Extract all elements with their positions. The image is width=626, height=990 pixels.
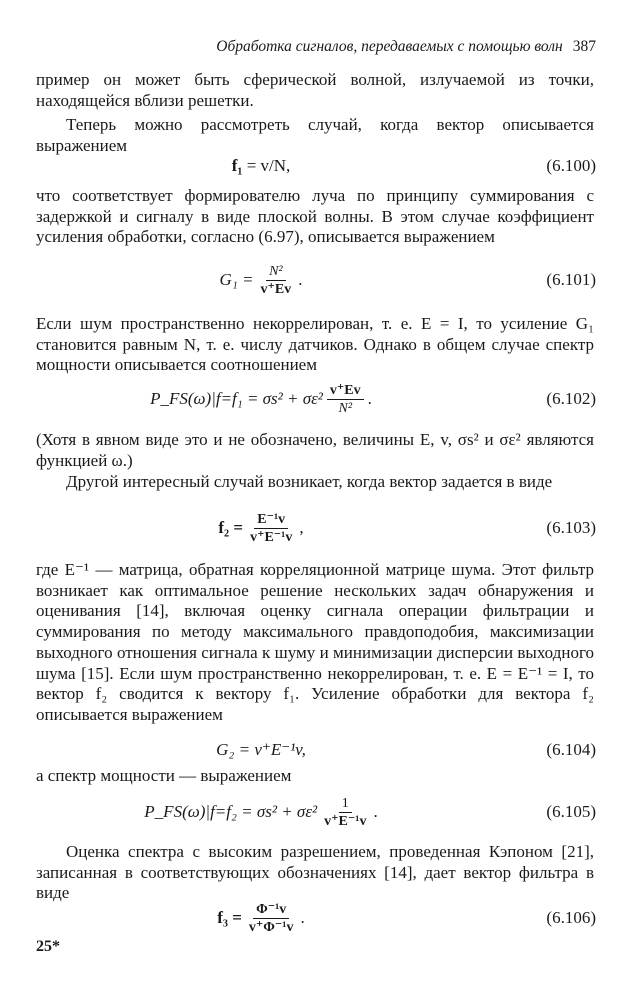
eq-6-101-denominator: v⁺Ev <box>260 281 292 297</box>
paragraph-power-spectrum: а спектр мощности — выражением <box>36 766 292 785</box>
eq-6-105-denominator: v⁺E⁻¹v <box>324 813 367 829</box>
paragraph-beamformer: что соответствует формирователю луча по принципу суммирования с задержкой и сигналу в виде плоской волны. В этом случае коэффициент усиления обработки, согласно (6.97), описывается выражением <box>36 186 594 247</box>
eq-6-103-denominator: v⁺E⁻¹v <box>250 529 293 545</box>
eq-6-104-number: (6.104) <box>546 740 596 759</box>
eq-6-105-numerator: 1 <box>339 796 352 813</box>
eq-6-105-fraction <box>321 796 369 829</box>
eq-6-102-tail: . <box>367 389 372 408</box>
paragraph-inverse-matrix: где E⁻¹ — матрица, обратная корреляционной матрице шума. Этот фильтр возникает как оптимальное решение нескольких задач обнаружения и оценивания [14], включая оценку сигнала операции фильтрации и суммирования по методу максимального правдоподобия, максимизации выходного отношения сигнала к шуму и минимизации дисперсии выходного шума [15]. Если шум пространственно некоррелирован, т. е. E = E⁻¹ = I, то вектор f₂ сводится к вектору f₁. Усиление обработки для вектора f₂ описывается выражением <box>36 560 594 724</box>
equation-6-101 <box>36 260 596 300</box>
signature-mark: 25* <box>36 938 60 955</box>
eq-6-101-lhs: G₁ = <box>219 270 254 289</box>
eq-6-100-lhs: f₁ <box>231 156 243 175</box>
eq-6-106-numerator: Φ⁻¹v <box>253 902 289 919</box>
eq-6-106-number: (6.106) <box>546 908 596 927</box>
eq-6-106-lhs: f₃ = <box>217 908 242 927</box>
eq-6-102-denominator: N² <box>338 400 353 416</box>
paragraph-another-case: Другой интересный случай возникает, когда вектор задается в виде <box>66 472 553 491</box>
running-header <box>150 38 596 56</box>
paragraph-vector-intro: Теперь можно рассмотреть случай, когда вектор описывается выражением <box>36 115 594 155</box>
eq-6-100-rhs: = v/N, <box>246 156 291 175</box>
paragraph-capon: Оценка спектра с высоким разрешением, проведенная Кэпоном [21], записанная в соответствующих обозначениях [14], дает вектор фильтра в виде <box>36 842 594 903</box>
eq-6-103-lhs: f₂ = <box>218 518 244 537</box>
page-number: 387 <box>572 38 596 55</box>
eq-6-104-lhs: G₂ = v⁺E⁻¹v, <box>216 740 306 759</box>
paragraph-uncorrelated-noise: Если шум пространственно некоррелирован, т. е. E = I, то усиление G₁ становится равным N, т. е. числу датчиков. Однако в общем случае спектр мощности описывается соотношением <box>36 314 594 375</box>
eq-6-106-denominator: v⁺Φ⁻¹v <box>248 919 294 935</box>
eq-6-102-fraction <box>327 383 364 416</box>
eq-6-105-tail: . <box>373 802 378 821</box>
equation-6-102 <box>36 379 596 419</box>
equation-6-104 <box>36 730 596 770</box>
equation-6-103 <box>36 508 596 548</box>
eq-6-103-fraction <box>247 512 295 545</box>
eq-6-101-tail: . <box>298 270 303 289</box>
eq-6-103-tail: , <box>299 518 304 537</box>
eq-6-103-number: (6.103) <box>546 518 596 537</box>
eq-6-102-numerator: v⁺Ev <box>327 383 364 400</box>
eq-6-102-number: (6.102) <box>546 389 596 408</box>
equation-6-105 <box>36 792 596 832</box>
eq-6-103-numerator: E⁻¹v <box>254 512 288 529</box>
paragraph-continuation: пример он может быть сферической волной, излучаемой из точки, находящейся вблизи решетки. <box>36 70 594 110</box>
running-title: Обработка сигналов, передаваемых с помощью волн <box>216 38 563 55</box>
equation-6-100 <box>36 146 596 186</box>
eq-6-105-number: (6.105) <box>546 802 596 821</box>
eq-6-106-fraction <box>246 902 297 935</box>
eq-6-105-lhs: P_FS(ω)|f=f₂ = σs² + σε² <box>144 802 318 821</box>
eq-6-106-tail: . <box>300 908 305 927</box>
eq-6-102-lhs: P_FS(ω)|f=f₁ = σs² + σε² <box>150 389 323 408</box>
eq-6-101-fraction <box>257 264 294 297</box>
equation-6-106 <box>36 898 596 938</box>
eq-6-101-numerator: N² <box>266 264 286 281</box>
eq-6-100-number: (6.100) <box>546 156 596 175</box>
paragraph-remark: (Хотя в явном виде это и не обозначено, величины E, v, σs² и σε² являются функцией ω.) <box>36 430 594 470</box>
eq-6-101-number: (6.101) <box>546 270 596 289</box>
